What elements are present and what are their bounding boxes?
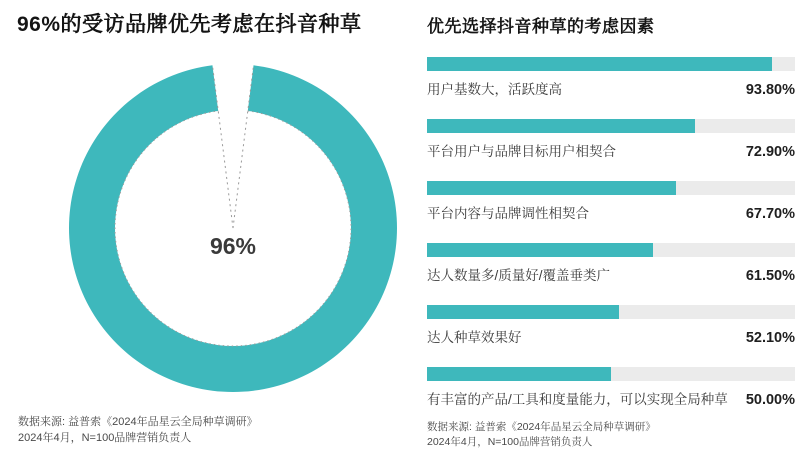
bar-meta bbox=[427, 388, 795, 406]
bar-track bbox=[427, 181, 795, 195]
bar-fill bbox=[427, 181, 676, 195]
bar-value: 61.50% bbox=[745, 268, 795, 284]
donut-ring-segment bbox=[69, 65, 397, 392]
donut-inner-dotted-edge bbox=[115, 111, 351, 346]
bar-row bbox=[427, 57, 795, 96]
bar-meta bbox=[427, 202, 795, 220]
bar-label: 有丰富的产品/工具和度量能力，可以实现全局种草 bbox=[427, 392, 728, 407]
bar-meta bbox=[427, 264, 795, 282]
bar-track bbox=[427, 57, 795, 71]
donut-center-label: 96% bbox=[209, 233, 257, 259]
donut-chart-svg bbox=[63, 58, 403, 398]
source-line: 2024年4月，N=100品牌营销负责人 bbox=[18, 432, 192, 444]
bar-row bbox=[427, 181, 795, 220]
bar-track bbox=[427, 305, 795, 319]
bar-chart bbox=[427, 57, 795, 406]
bar-value: 52.10% bbox=[745, 330, 795, 346]
bar-row bbox=[427, 305, 795, 344]
donut-chart-title: 96%的受访品牌优先考虑在抖音种草 bbox=[17, 13, 362, 36]
source-line: 数据来源: 益普索《2024年品星云全局种草调研》 bbox=[18, 416, 258, 428]
bar-row bbox=[427, 367, 795, 406]
donut-chart bbox=[63, 58, 403, 398]
bar-label: 达人种草效果好 bbox=[427, 330, 522, 345]
bar-fill bbox=[427, 243, 653, 257]
gap-dashed-line-left bbox=[233, 65, 254, 228]
bar-label: 平台用户与品牌目标用户相契合 bbox=[427, 144, 616, 159]
bar-fill bbox=[427, 119, 695, 133]
bar-row bbox=[427, 243, 795, 282]
bar-fill bbox=[427, 57, 772, 71]
bar-value: 67.70% bbox=[745, 206, 795, 222]
bar-meta bbox=[427, 78, 795, 96]
bar-meta bbox=[427, 140, 795, 158]
source-note-right bbox=[427, 420, 795, 450]
bar-value: 50.00% bbox=[745, 392, 795, 408]
bar-row bbox=[427, 119, 795, 158]
gap-dashed-line-right bbox=[212, 65, 233, 228]
bar-value: 93.80% bbox=[745, 82, 795, 98]
source-line: 2024年4月，N=100品牌营销负责人 bbox=[427, 436, 593, 448]
source-line: 数据来源: 益普索《2024年品星云全局种草调研》 bbox=[427, 421, 656, 433]
bar-label: 用户基数大，活跃度高 bbox=[427, 82, 562, 97]
bar-fill bbox=[427, 367, 611, 381]
bar-value: 72.90% bbox=[745, 144, 795, 160]
bar-label: 平台内容与品牌调性相契合 bbox=[427, 206, 589, 221]
source-note-left bbox=[18, 414, 258, 446]
bar-chart-title: 优先选择抖音种草的考虑因素 bbox=[427, 17, 655, 36]
bar-fill bbox=[427, 305, 619, 319]
bar-track bbox=[427, 367, 795, 381]
bar-chart-panel bbox=[427, 0, 795, 461]
bar-label: 达人数量多/质量好/覆盖垂类广 bbox=[427, 268, 611, 283]
bar-meta bbox=[427, 326, 795, 344]
bar-track bbox=[427, 243, 795, 257]
bar-track bbox=[427, 119, 795, 133]
